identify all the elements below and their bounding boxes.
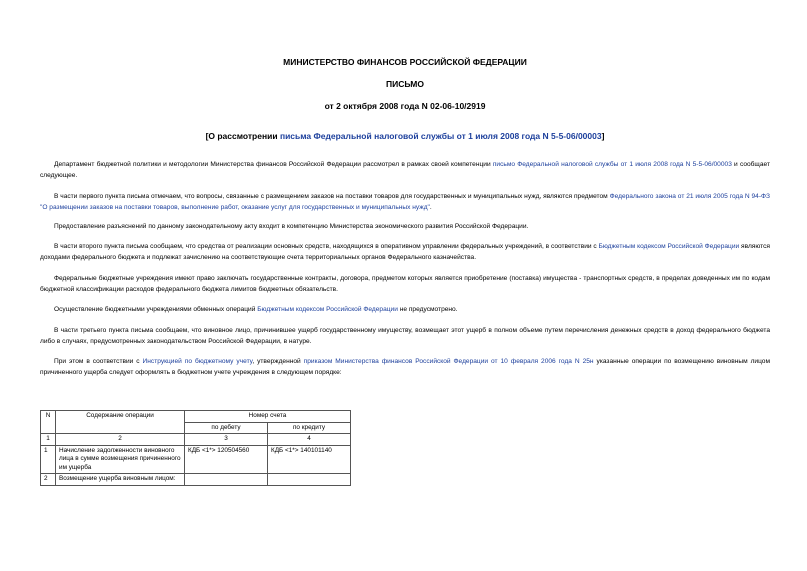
row-n: 1 xyxy=(41,445,56,474)
p4-link[interactable]: Бюджетным кодексом Российской Федерации xyxy=(598,243,740,250)
paragraph-5: Федеральные бюджетные учреждения имеют право заключать государственные контракты, договора, предметом которых является приобретение (поставка) имущества - транспортных средств, в пределах доведенных им по кодам бюджетной классификации расходов федерального бюджета лимитов бюджетных обязательств. xyxy=(40,275,770,293)
ministry-title: МИНИСТЕРСТВО ФИНАНСОВ РОССИЙСКОЙ ФЕДЕРАЦИИ xyxy=(283,57,527,67)
paragraph-3: Предоставление разъяснений по данному законодательному акту входит в компетенцию Министерства экономического развития Российской Федерации. xyxy=(54,223,529,230)
p8-link-instruction[interactable]: Инструкцией по бюджетному учету xyxy=(142,358,253,365)
table-row xyxy=(41,445,351,474)
paragraph-6 xyxy=(40,305,770,316)
paragraph-7: В части третьего пункта письма сообщаем, что виновное лицо, причинившее ущерб государственному имуществу, возмещает этот ущерб в полном объеме путем перечисления денежных средств в доход федерального бюджета либо в случаях, предусмотренных законодательством Российской Федерации, в натуре. xyxy=(40,327,770,345)
index-cell: 1 xyxy=(41,434,56,446)
header-content: Содержание операции xyxy=(56,411,185,434)
row-debit: КДБ <1*> 120504560 xyxy=(185,445,268,474)
paragraph-1 xyxy=(40,160,770,181)
p4-text-a: В части второго пункта письма сообщаем, что средства от реализации основных средств, находящихся в оперативном управлении федеральных учреждений, в соответствии с xyxy=(54,243,599,250)
p2-text-b: . xyxy=(429,203,432,211)
p1-link[interactable]: письмо Федеральной налоговой службы от 1 июля 2008 года N 5-5-06/00003 xyxy=(492,161,732,168)
p6-link[interactable]: Бюджетным кодексом Российской Федерации xyxy=(257,306,398,313)
p2-link[interactable]: Федерального закона от 21 июля 2005 года N 94-ФЗ "О размещении заказов на поставки товаров, выполнение работ, оказание услуг для государственных и муниципальных нужд" xyxy=(40,193,771,211)
row-credit: КДБ <1*> 140101140 xyxy=(268,445,351,474)
table-header-row xyxy=(41,411,351,423)
p8-text-c: указанные операции по возмещению виновным лицом причиненного ущерба следует оформлять в бюджетном учете учреждения в следующем порядке: xyxy=(40,358,771,376)
row-credit xyxy=(268,474,351,486)
index-cell: 4 xyxy=(268,434,351,446)
header-n: N xyxy=(41,411,56,434)
index-cell: 3 xyxy=(185,434,268,446)
p4-text-b: являются доходами федерального бюджета и подлежат зачислению на соответствующие счета территориальных органов Федерального казначейства. xyxy=(40,243,770,261)
p8-text-b: , утвержденной xyxy=(252,358,304,365)
row-content: Возмещение ущерба виновным лицом: xyxy=(56,474,185,486)
header-credit: по кредиту xyxy=(268,422,351,434)
operations-table xyxy=(40,410,351,486)
header-debit: по дебету xyxy=(185,422,268,434)
subject-prefix: [О рассмотрении xyxy=(205,131,280,141)
document-subject xyxy=(40,131,770,141)
header-account: Номер счета xyxy=(185,411,351,423)
p8-link-order[interactable]: приказом Министерства финансов Российской Федерации от 10 февраля 2006 года N 25н xyxy=(303,358,594,365)
subject-link[interactable]: письма Федеральной налоговой службы от 1 июля 2008 года N 5-5-06/00003 xyxy=(279,131,602,141)
paragraph-8 xyxy=(40,357,770,378)
p6-text-a: Осуществление бюджетными учреждениями обменных операций xyxy=(54,306,258,313)
doc-date-number: от 2 октября 2008 года N 02-06-10/2919 xyxy=(324,101,486,111)
p8-text-a: При этом в соответствии с xyxy=(54,358,143,365)
p1-text-b: и сообщает следующее. xyxy=(40,161,770,179)
table-row xyxy=(41,474,351,486)
paragraph-4 xyxy=(40,242,770,263)
p6-text-b: не предусмотрено. xyxy=(397,306,458,313)
doc-type: ПИСЬМО xyxy=(386,79,424,89)
table-index-row xyxy=(41,434,351,446)
row-content: Начисление задолженности виновного лица в сумме возмещения причиненного им ущерба xyxy=(56,445,185,474)
row-debit xyxy=(185,474,268,486)
paragraph-2 xyxy=(40,192,770,213)
p2-text-a: В части первого пункта письма отмечаем, что вопросы, связанные с размещением заказов на поставки товаров для государственных и муниципальных нужд, являются предметом xyxy=(54,193,610,200)
subject-suffix: ] xyxy=(601,131,605,141)
index-cell: 2 xyxy=(56,434,185,446)
p1-text-a: Департамент бюджетной политики и методологии Министерства финансов Российской Федерации рассмотрел в рамках своей компетенции xyxy=(54,161,493,168)
row-n: 2 xyxy=(41,474,56,486)
